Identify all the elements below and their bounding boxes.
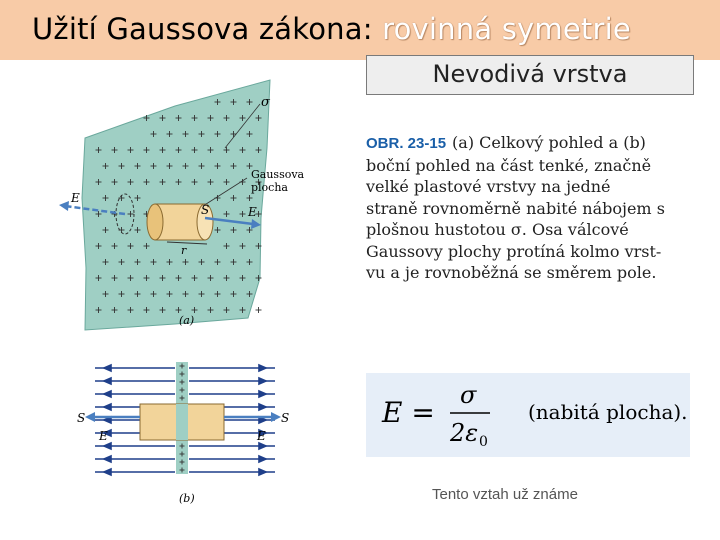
formula [366, 373, 690, 457]
field-arrowhead [259, 404, 266, 410]
field-arrowhead [104, 469, 111, 475]
formula-note: (nabitá plocha). [528, 400, 688, 424]
figure-caption [366, 132, 666, 284]
title-main: Užití Gaussova zákona: [32, 12, 383, 46]
s-arrow-left-head [85, 412, 95, 422]
field-arrowhead [104, 443, 111, 449]
formula-subscript: 0 [479, 434, 488, 450]
field-arrowhead [259, 443, 266, 449]
label-s: S [201, 203, 210, 217]
sheet-over-cylinder [176, 404, 188, 440]
field-arrowhead [259, 378, 266, 384]
formula-denominator: 2ε [450, 419, 479, 447]
field-arrowhead [259, 456, 266, 462]
label-e-right-b: E [257, 429, 266, 443]
bottom-note: Tento vztah už známe [432, 486, 578, 503]
label-sigma: σ [261, 95, 270, 110]
field-arrowhead [104, 456, 111, 462]
label-s-right: S [281, 411, 290, 425]
label-box [366, 55, 694, 95]
field-arrowhead [104, 378, 111, 384]
label-e-right: E [248, 205, 257, 219]
field-arrowhead [259, 365, 266, 371]
field-arrowhead [104, 391, 111, 397]
label-r: r [181, 244, 187, 257]
formula-box [366, 373, 690, 457]
label-e-left-b: E [99, 429, 108, 443]
caption-text: (a) Celkový pohled a (b) boční pohled na část tenké, značně velké plastové vrstvy na jedné straně rovnoměrně nabité nábojem s plošnou hustotou σ. Osa válcové Gaussovy plochy protíná kolmo vrst- vu a je rovnoběžná se směrem pole. [366, 133, 665, 282]
page-title [32, 12, 631, 46]
e-arrow-left-head [59, 201, 69, 211]
title-bar [0, 0, 720, 60]
label-gauss-2: plocha [251, 181, 288, 194]
label-s-left: S [77, 411, 86, 425]
field-arrowhead [259, 469, 266, 475]
field-arrowhead [104, 365, 111, 371]
figure-a [55, 78, 355, 338]
title-highlight: rovinná symetrie [382, 12, 631, 46]
formula-lhs: E = [382, 396, 435, 429]
figure-b [75, 356, 305, 516]
s-arrow-right-head [271, 412, 281, 422]
label-panel-b: (b) [179, 492, 195, 505]
label-gauss-1: Gaussova [251, 168, 305, 181]
label-e-left: E [71, 191, 80, 205]
label-panel-a: (a) [179, 314, 195, 327]
caption-label: OBR. 23-15 [366, 135, 447, 152]
field-arrowhead [259, 391, 266, 397]
cylinder-left-cap [147, 204, 163, 240]
label-box-text: Nevodivá vrstva [432, 60, 628, 88]
field-arrowhead [104, 404, 111, 410]
formula-numerator: σ [460, 381, 477, 409]
